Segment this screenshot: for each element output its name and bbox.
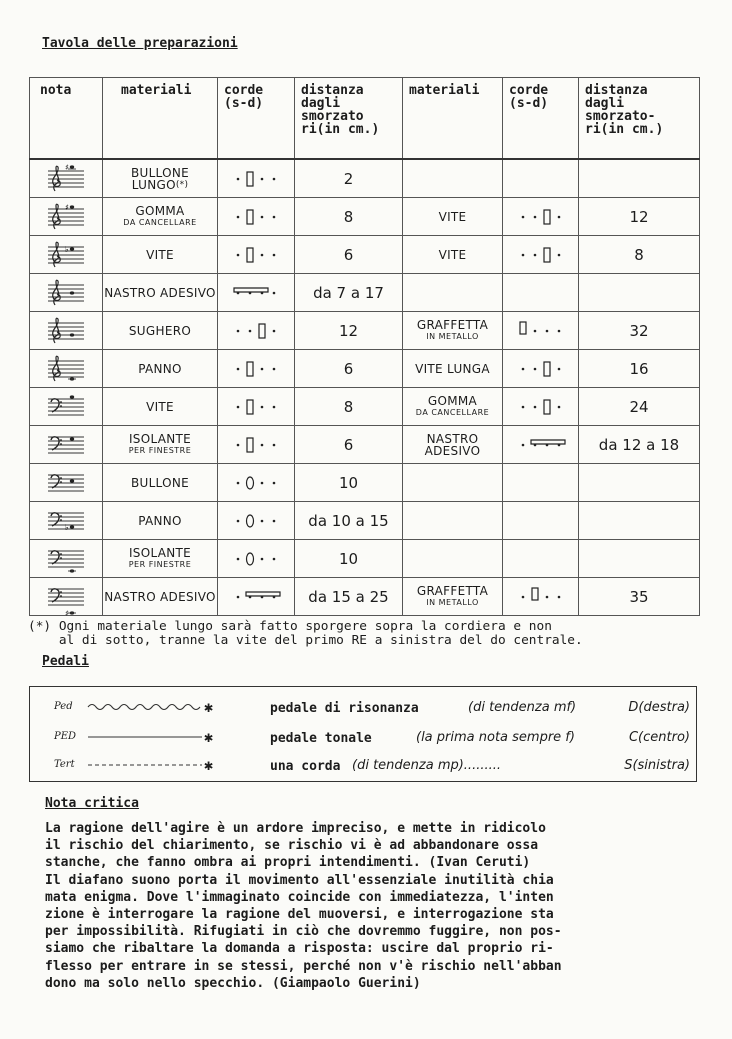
solid-line-icon — [88, 730, 204, 744]
distance-2 — [579, 578, 700, 616]
material-label: VITE — [146, 247, 174, 262]
distance-1 — [295, 312, 403, 350]
staff-notation — [30, 388, 103, 426]
staff-notation — [30, 350, 103, 388]
header-distanza-2: distanza dagli smorzato- ri(in cm.) — [579, 78, 700, 160]
strings-diagram-2 — [503, 426, 579, 464]
staff-notation — [30, 274, 103, 312]
strings-diagram-1 — [218, 502, 295, 540]
material-2 — [403, 388, 503, 426]
header-nota: nota — [30, 78, 103, 160]
distance-2 — [579, 426, 700, 464]
paragraph: La ragione dell'agire è un ardore impreciso, e mette in ridicolo il rischio del chiarimento, se rischio vi è ad abbandonare ossa stanche, che fanno ombra ai propri intendimenti. (Ivan Ceruti) — [45, 821, 546, 871]
distance-1 — [295, 198, 403, 236]
svg-text:♯: ♯ — [65, 202, 69, 212]
table-row — [30, 274, 700, 312]
material-1 — [103, 540, 218, 578]
material-2 — [403, 502, 503, 540]
distance-value: 8 — [343, 207, 354, 226]
strings-diagram-2 — [503, 236, 579, 274]
svg-text:♭: ♭ — [65, 244, 69, 254]
material-label: GOMMA — [427, 393, 478, 408]
distance-1 — [295, 236, 403, 274]
pedals-box — [29, 686, 697, 782]
distance-2 — [579, 350, 700, 388]
staff-notation — [30, 198, 103, 236]
staff-notation — [30, 312, 103, 350]
material-label: BULLONE — [130, 475, 190, 490]
table-row — [30, 578, 700, 616]
material-1 — [103, 426, 218, 464]
material-label: ISOLANTE — [128, 431, 192, 446]
distance-2 — [579, 502, 700, 540]
strings-diagram-2 — [503, 464, 579, 502]
distance-value: 8 — [634, 245, 644, 264]
distance-2 — [579, 198, 700, 236]
svg-text:♭: ♭ — [65, 522, 69, 532]
distance-value: 8 — [343, 397, 354, 416]
material-label: VITE — [438, 209, 467, 224]
staff-notation — [30, 540, 103, 578]
distance-value: da 12 a 18 — [598, 435, 680, 454]
distance-2 — [579, 159, 700, 198]
strings-diagram-1 — [218, 236, 295, 274]
table-row — [30, 426, 700, 464]
staff-notation — [30, 464, 103, 502]
material-1 — [103, 236, 218, 274]
material-sublabel: PER FINESTRE — [128, 559, 192, 569]
distance-value: 2 — [343, 169, 354, 188]
distance-2 — [579, 388, 700, 426]
table-row — [30, 198, 700, 236]
strings-diagram-2 — [503, 578, 579, 616]
material-label: VITE LUNGA — [415, 361, 490, 376]
distance-value: 12 — [629, 207, 649, 226]
material-2 — [403, 236, 503, 274]
material-label: PANNO — [138, 361, 182, 376]
material-label: BULLONE LUNGO — [130, 165, 190, 192]
asterisk-icon: ✱ — [204, 756, 214, 774]
material-label: SUGHERO — [128, 323, 192, 338]
pedal-direction: S(sinistra) — [624, 758, 690, 773]
strings-diagram-1 — [218, 198, 295, 236]
pedal-label: pedale di risonanza — [270, 701, 419, 716]
strings-diagram-1 — [218, 159, 295, 198]
table-row — [30, 312, 700, 350]
material-2 — [403, 198, 503, 236]
pedal-label: pedale tonale — [270, 731, 372, 746]
material-label: VITE — [146, 399, 174, 414]
header-materiali-2: materiali — [403, 78, 503, 160]
material-1 — [103, 274, 218, 312]
material-2 — [403, 464, 503, 502]
table-row — [30, 159, 700, 198]
staff-notation — [30, 502, 103, 540]
dashed-line-icon — [88, 758, 204, 772]
distance-1 — [295, 502, 403, 540]
pedal-row-risonanza — [30, 695, 696, 721]
ped-sign: PED — [54, 731, 77, 742]
material-sublabel: IN METALLO — [426, 597, 479, 607]
strings-diagram-1 — [218, 578, 295, 616]
table-row — [30, 350, 700, 388]
distance-1 — [295, 464, 403, 502]
distance-value: da 7 a 17 — [313, 283, 384, 302]
strings-diagram-1 — [218, 540, 295, 578]
staff-notation — [30, 578, 103, 616]
distance-2 — [579, 464, 700, 502]
header-distanza: distanza dagli smorzato ri(in cm.) — [295, 78, 403, 160]
staff-notation — [30, 236, 103, 274]
page-title: Tavola delle preparazioni — [42, 36, 238, 51]
material-label: PANNO — [138, 513, 182, 528]
material-2 — [403, 312, 503, 350]
strings-diagram-1 — [218, 312, 295, 350]
pedal-note: (di tendenza mf) — [468, 700, 577, 715]
strings-diagram-2 — [503, 540, 579, 578]
distance-value: 6 — [343, 359, 354, 378]
material-sublabel: DA CANCELLARE — [123, 217, 197, 227]
nota-critica-title: Nota critica — [45, 796, 139, 811]
preparations-table — [29, 77, 700, 616]
header-corde-2: corde (s-d) — [503, 78, 579, 160]
material-label: NASTRO ADESIVO — [104, 589, 216, 604]
table-row — [30, 464, 700, 502]
pedal-direction: C(centro) — [628, 730, 690, 745]
material-2 — [403, 578, 503, 616]
pedal-row-tonale — [30, 725, 696, 751]
svg-text:♯: ♯ — [65, 162, 69, 172]
distance-1 — [295, 159, 403, 198]
distance-value: 10 — [338, 549, 359, 568]
strings-diagram-1 — [218, 388, 295, 426]
material-label: NASTRO ADESIVO — [104, 285, 216, 300]
distance-value: da 10 a 15 — [308, 511, 389, 530]
material-label: NASTRO ADESIVO — [424, 431, 481, 458]
distance-2 — [579, 312, 700, 350]
footnote: (*) Ogni materiale lungo sarà fatto sporgere sopra la cordiera e non al di sotto, tranne la vite del primo RE a sinistra del do centrale. — [28, 619, 583, 648]
distance-value: da 15 a 25 — [308, 587, 389, 606]
distance-1 — [295, 350, 403, 388]
distance-value: 6 — [343, 435, 354, 454]
material-2 — [403, 426, 503, 464]
pedali-title: Pedali — [42, 654, 89, 669]
material-sublabel: PER FINESTRE — [128, 445, 192, 455]
strings-diagram-1 — [218, 350, 295, 388]
strings-diagram-2 — [503, 388, 579, 426]
strings-diagram-2 — [503, 312, 579, 350]
strings-diagram-2 — [503, 350, 579, 388]
distance-value: 35 — [629, 587, 649, 606]
distance-value: 6 — [343, 245, 354, 264]
staff-notation — [30, 159, 103, 198]
material-2 — [403, 350, 503, 388]
nota-critica-body — [45, 820, 725, 992]
header-corde: corde (s-d) — [218, 78, 295, 160]
material-1 — [103, 578, 218, 616]
pedal-label: una corda — [270, 759, 341, 774]
distance-1 — [295, 540, 403, 578]
pedal-note: (la prima nota sempre f) — [416, 730, 575, 745]
strings-diagram-1 — [218, 464, 295, 502]
distance-1 — [295, 274, 403, 312]
table-row — [30, 540, 700, 578]
distance-value: 24 — [629, 397, 649, 416]
pedal-direction: D(destra) — [628, 700, 690, 715]
table-row — [30, 236, 700, 274]
wavy-line-icon — [88, 700, 204, 714]
asterisk-icon: ✱ — [204, 698, 214, 716]
pedal-note: (di tendenza mp)......... — [352, 758, 501, 773]
distance-value: 10 — [338, 473, 359, 492]
staff-notation — [30, 426, 103, 464]
material-1 — [103, 464, 218, 502]
material-1 — [103, 388, 218, 426]
material-sublabel: DA CANCELLARE — [415, 407, 490, 417]
material-label: VITE — [438, 247, 467, 262]
distance-value: 16 — [629, 359, 649, 378]
material-2 — [403, 274, 503, 312]
material-1 — [103, 159, 218, 198]
table-header-row — [30, 78, 700, 160]
table-row — [30, 388, 700, 426]
ped-sign: Tert — [54, 759, 75, 770]
material-label: GOMMA — [135, 203, 185, 218]
strings-diagram-2 — [503, 198, 579, 236]
header-materiali: materiali — [103, 78, 218, 160]
material-label: ISOLANTE — [128, 545, 192, 560]
distance-value: 12 — [338, 321, 359, 340]
table-row — [30, 502, 700, 540]
material-sublabel: IN METALLO — [426, 331, 479, 341]
paragraph: Il diafano suono porta il movimento all'essenziale inutilità chia mata enigma. Dove l'immaginato coincide con immediatezza, l'inten zione è interrogare la ragione del muoversi, e interrogazione sta per impossibilità. Rifugiati in ciò che dovremmo fuggire, non pos- siamo che ribaltare la domanda a risposta: uscire dal proprio ri- flesso per entrare in se stessi, perché non v'è rischio nell'abban dono ma solo nello specchio. (Giampaolo Guerini) — [45, 872, 562, 991]
svg-text:♯: ♯ — [65, 608, 69, 618]
strings-diagram-1 — [218, 274, 295, 312]
distance-2 — [579, 236, 700, 274]
material-label: GRAFFETTA — [416, 317, 489, 332]
strings-diagram-2 — [503, 502, 579, 540]
material-1 — [103, 198, 218, 236]
ped-sign: Ped — [54, 701, 73, 712]
distance-1 — [295, 426, 403, 464]
material-1 — [103, 312, 218, 350]
distance-2 — [579, 274, 700, 312]
pedal-row-una-corda — [30, 753, 696, 779]
distance-1 — [295, 578, 403, 616]
strings-diagram-1 — [218, 426, 295, 464]
distance-value: 32 — [629, 321, 649, 340]
material-2 — [403, 159, 503, 198]
distance-1 — [295, 388, 403, 426]
strings-diagram-2 — [503, 159, 579, 198]
material-1 — [103, 502, 218, 540]
asterisk-icon: ✱ — [204, 728, 214, 746]
material-label: GRAFFETTA — [416, 583, 489, 598]
material-1 — [103, 350, 218, 388]
footnote-mark: (*) — [175, 179, 189, 190]
strings-diagram-2 — [503, 274, 579, 312]
material-2 — [403, 540, 503, 578]
distance-2 — [579, 540, 700, 578]
